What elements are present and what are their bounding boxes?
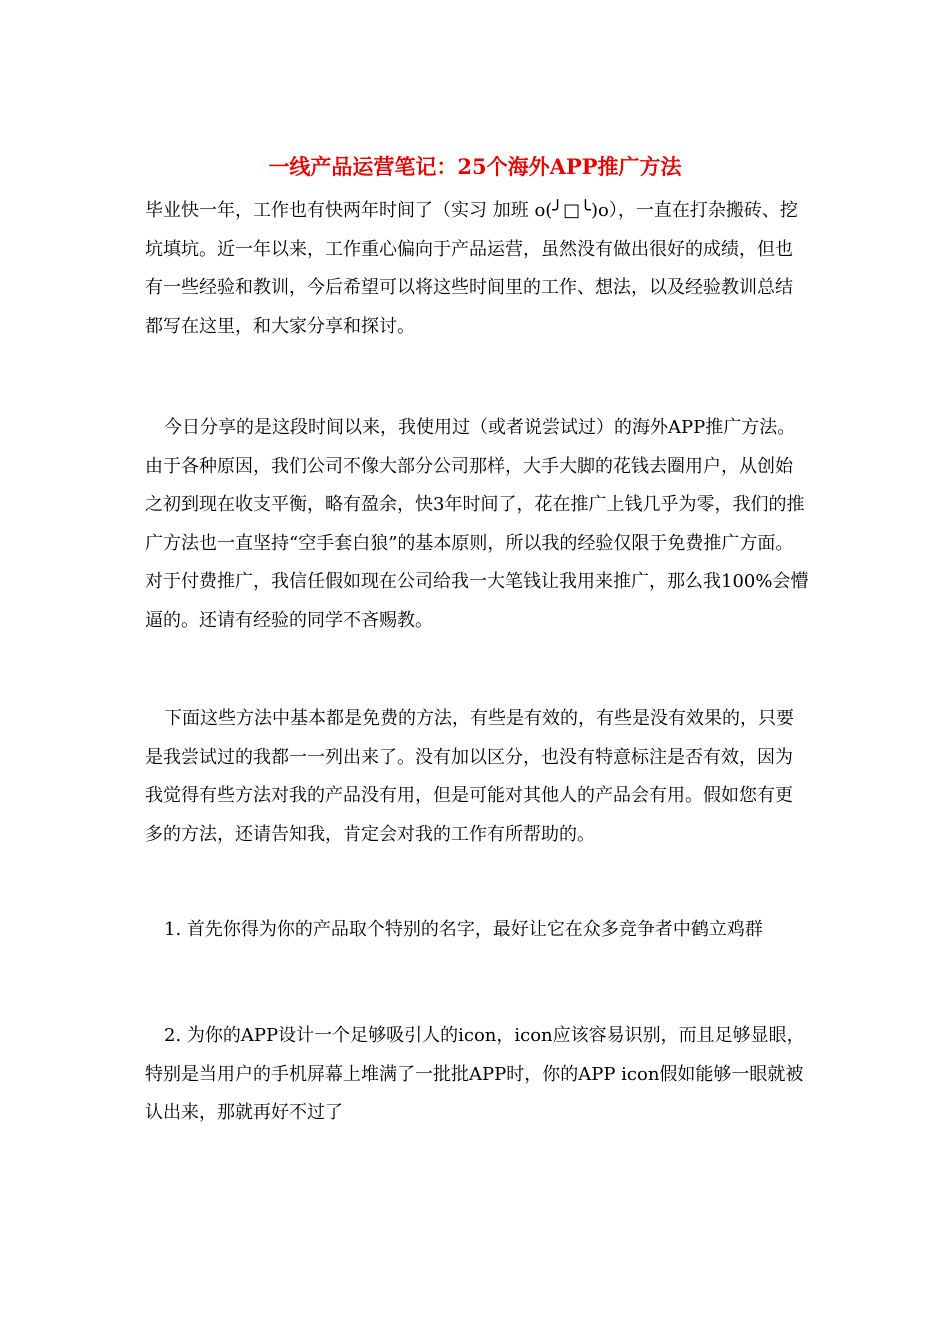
paragraph-methods-note: 下面这些方法中基本都是免费的方法，有些是有效的，有些是没有效果的，只要是我尝试过的我都一一列出来了。没有加以区分，也没有特意标注是否有效，因为我觉得有些方法对我的产品没有用，但是可能对其他人的产品会有用。假如您有更多的方法，还请告知我，肯定会对我的工作有所帮助的。: [145, 708, 794, 845]
paragraph-sharing: 今日分享的是这段时间以来，我使用过（或者说尝试过）的海外APP推广方法。由于各种原因，我们公司不像大部分公司那样，大手大脚的花钱去圈用户，从创始之初到现在收支平衡，略有盈余，快3年时间了，花在推广上钱几乎为零，我们的推广方法也一直坚持“空手套白狼”的基本原则，所以我的经验仅限于免费推广方面。对于付费推广，我信任假如现在公司给我一大笔钱让我用来推广，那么我100%会懵逼的。还请有经验的同学不吝赐教。: [145, 417, 809, 631]
document-title: 一线产品运营笔记：25个海外APP推广方法: [268, 154, 682, 179]
list-item-2: 2. 为你的APP设计一个足够吸引人的icon，icon应该容易识别，而且足够显眼，特别是当用户的手机屏幕上堆满了一批批APP时，你的APP icon假如能够一眼就被认出来，那就再好不过了: [145, 1025, 805, 1123]
paragraph-intro: 毕业快一年，工作也有快两年时间了（实习 加班 o(╯□╰)o），一直在打杂搬砖、挖坑填坑。近一年以来，工作重心偏向于产品运营，虽然没有做出很好的成绩，但也有一些经验和教训，今后希望可以将这些时间里的工作、想法，以及经验教训总结都写在这里，和大家分享和探讨。: [145, 200, 798, 337]
list-item-1: 1. 首先你得为你的产品取个特别的名字，最好让它在众多竞争者中鹤立鸡群: [164, 919, 763, 940]
